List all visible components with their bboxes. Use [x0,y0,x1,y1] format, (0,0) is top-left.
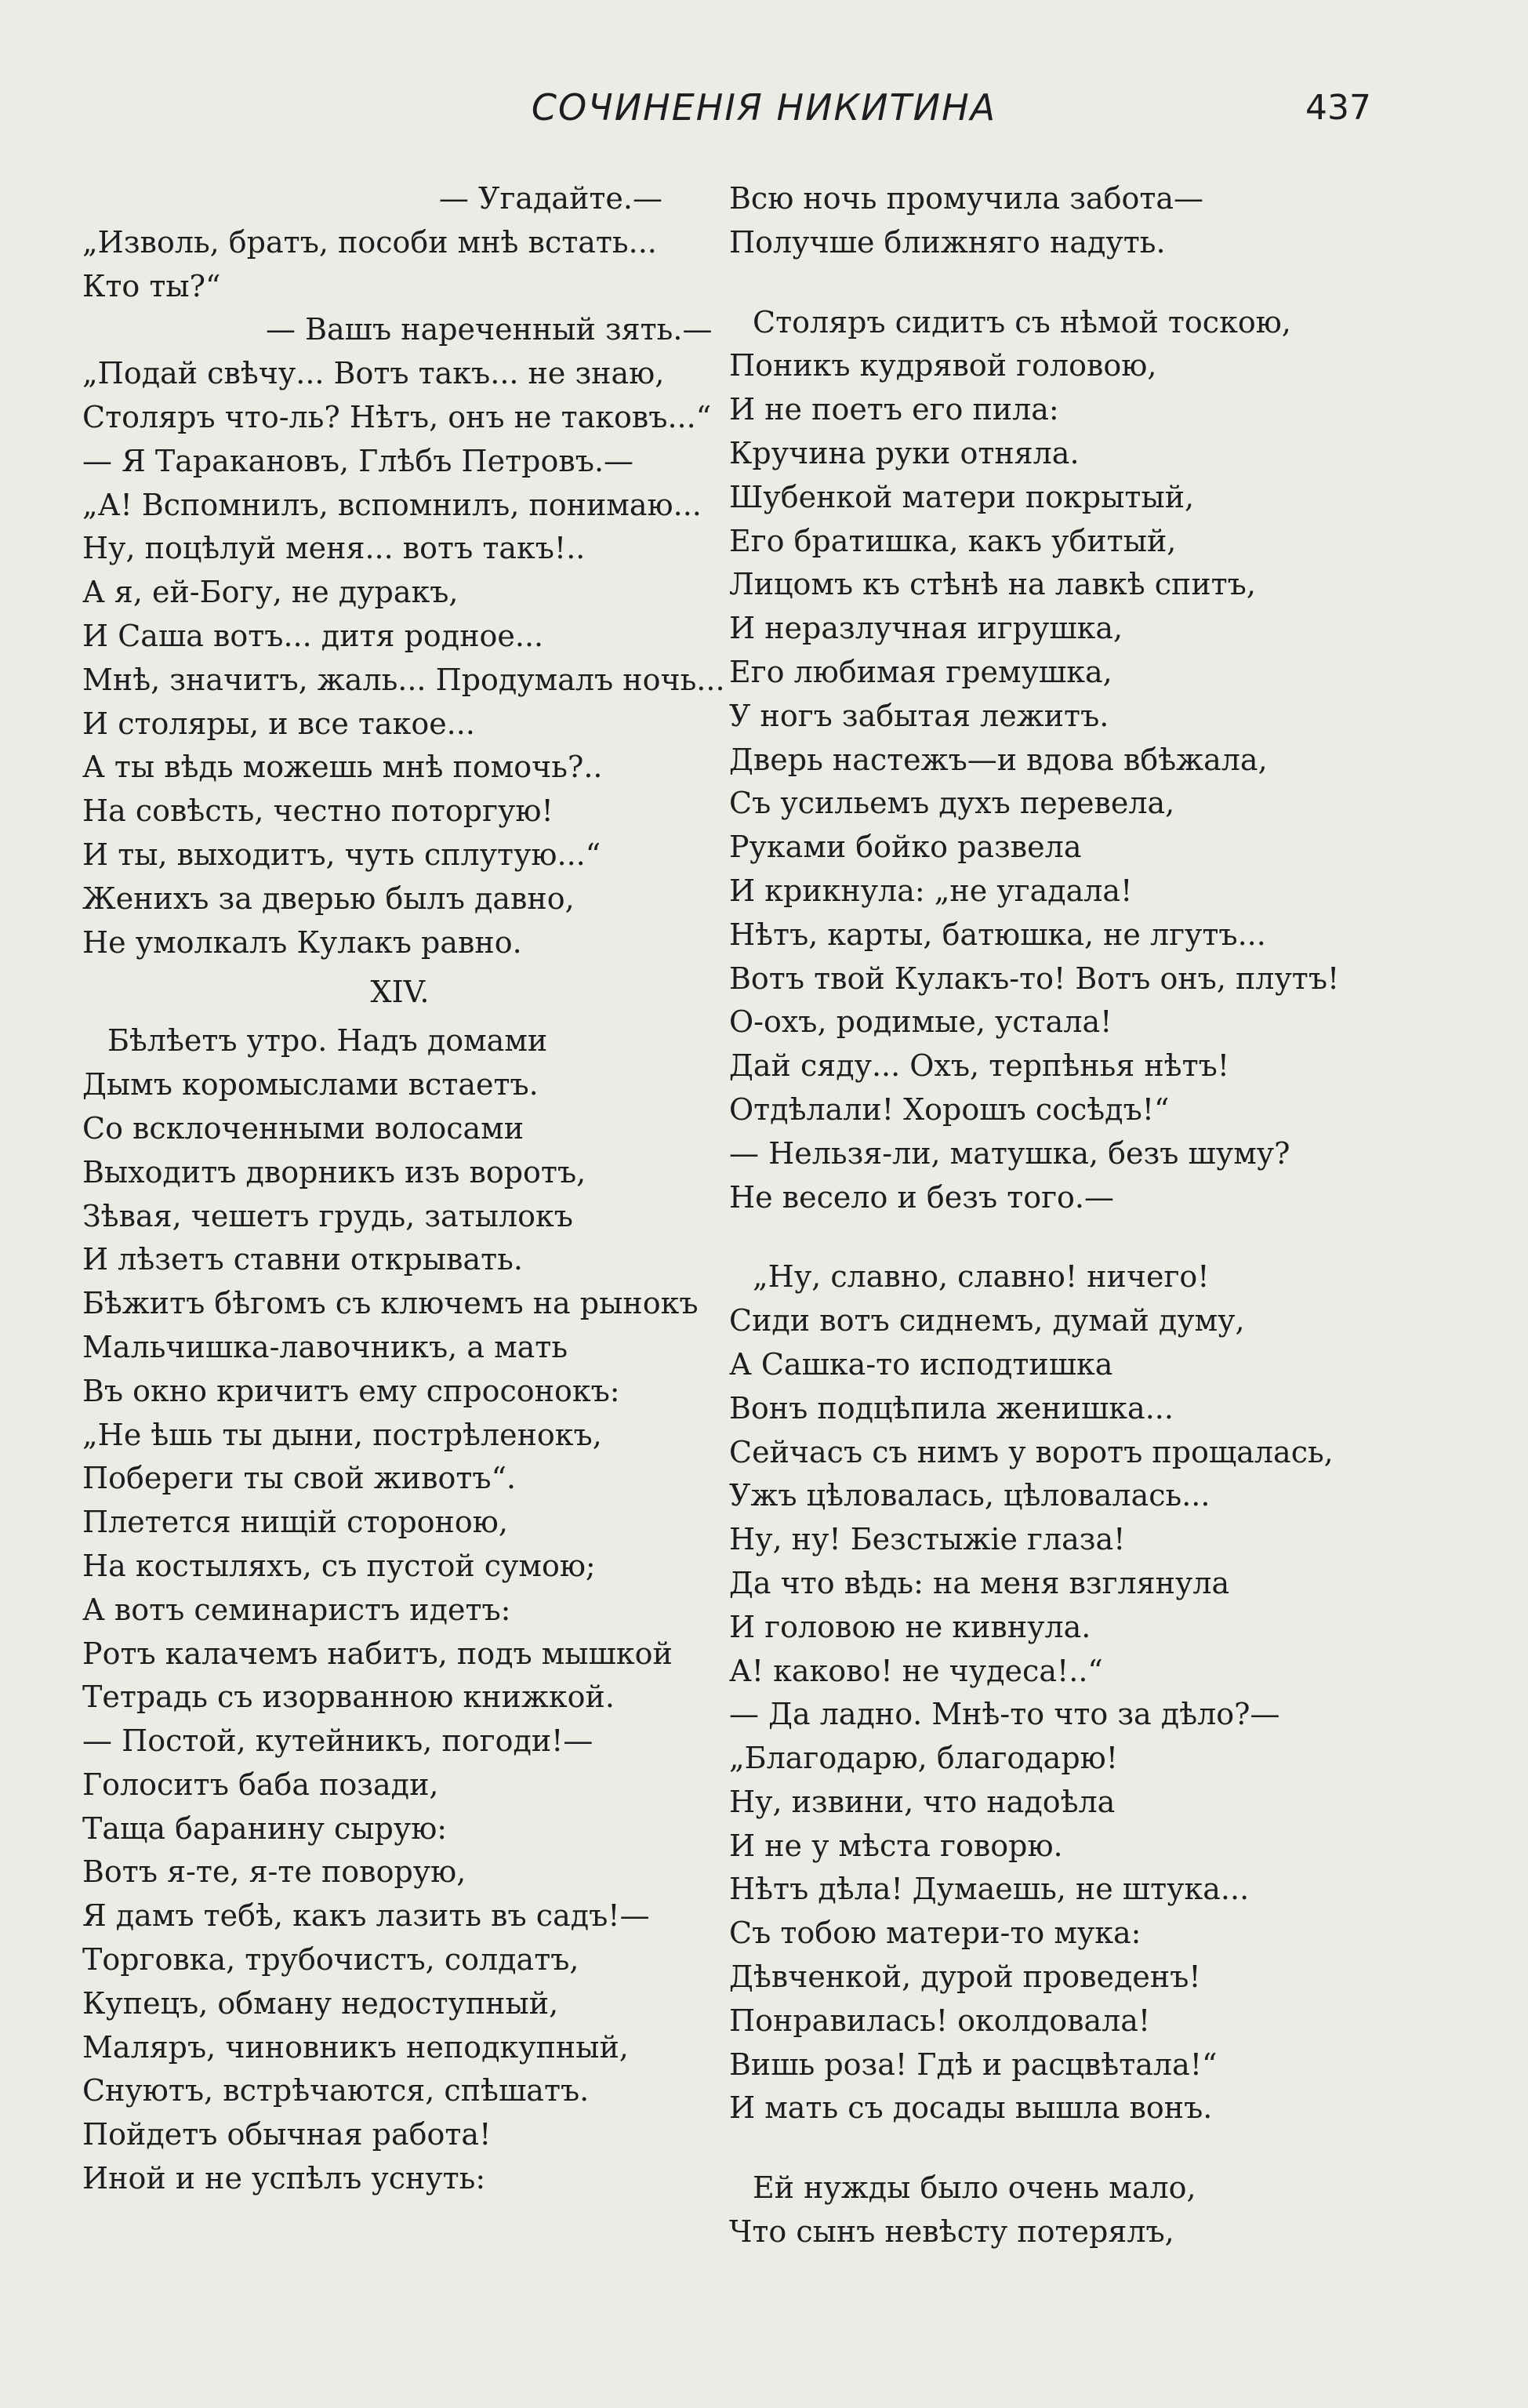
verse-line: Съ усильемъ духъ перевела, [729,786,1175,821]
verse-line: „Благодарю, благодарю! [729,1741,1119,1776]
verse-line: Кручина руки отняла. [729,435,1080,470]
verse-line: Голоситъ баба позади, [82,1767,439,1802]
verse-line: Не умолкалъ Кулакъ равно. [82,924,522,960]
verse-line: Иной и не успѣлъ уснуть: [82,2161,486,2196]
verse-line: А я, ей-Богу, не дуракъ, [82,575,459,610]
verse-line: И крикнула: „не угадала! [729,873,1133,908]
verse-line: Поникъ кудрявой головою, [729,348,1157,383]
verse-line: Со всклоченными волосами [82,1110,524,1146]
verse-line: Шубенкой матери покрытый, [729,479,1195,514]
verse-line: Выходитъ дворникъ изъ воротъ, [82,1154,586,1189]
verse-line: Лицомъ къ стѣнѣ на лавкѣ спитъ, [729,567,1256,602]
left-column [82,177,725,2201]
verse-line: Купецъ, обману недоступный, [82,1985,559,2021]
verse-line: Вотъ я-те, я-те поворую, [82,1854,466,1890]
verse-line: Да что вѣдь: на меня взглянула [729,1565,1230,1600]
verse-line: А вотъ семинаристъ идетъ: [82,1592,511,1627]
right-column [729,177,1435,2254]
verse-line: Вотъ твой Кулакъ-то! Вотъ онъ, плутъ! [729,961,1340,996]
verse-line: Плетется нищій стороною, [82,1505,508,1540]
verse-line: Ротъ калачемъ набитъ, подъ мышкой [82,1636,673,1671]
verse-line: А Сашка-то исподтишка [729,1346,1113,1382]
verse-line: И лѣзетъ ставни открывать. [82,1242,523,1277]
verse-line: И головою не кивнула. [729,1609,1091,1644]
verse-line: „Изволь, братъ, пособи мнѣ встать... [82,224,657,260]
verse-line: Дай сяду... Охъ, терпѣнья нѣтъ! [729,1048,1230,1084]
verse-line: Пойдетъ обычная работа! [82,2117,492,2152]
verse-line: Мнѣ, значитъ, жаль... Продумалъ ночь... [82,662,725,697]
verse-line: Руками бойко развела [729,830,1082,865]
verse-line: Получше ближняго надуть. [729,224,1166,260]
verse-line: Я дамъ тебѣ, какъ лазить въ садъ!— [82,1898,650,1934]
verse-line: Тетрадь съ изорванною книжкой. [82,1680,615,1715]
verse-line: Женихъ за дверью былъ давно, [82,881,575,916]
verse-line: Отдѣлали! Хорошъ сосѣдъ!“ [729,1091,1170,1127]
verse-line: И не у мѣста говорю. [729,1828,1063,1863]
verse-line: Ей нужды было очень мало, [753,2170,1196,2206]
chapter-heading: XIV. [370,975,430,1010]
verse-line: Снуютъ, встрѣчаются, спѣшатъ. [82,2073,590,2108]
verse-line: Столяръ что-ль? Нѣтъ, онъ не таковъ...“ [82,399,712,434]
page-number: 437 [1305,88,1371,128]
verse-line: И мать съ досады вышла вонъ. [729,2090,1213,2126]
verse-line: — Угадайте.— [438,181,662,216]
verse-line: Торговка, трубочистъ, солдатъ, [82,1942,579,1978]
verse-line: Вонъ подцѣпила женишка... [729,1390,1174,1426]
verse-line: О-охъ, родимые, устала! [729,1004,1112,1040]
verse-line: У ногъ забытая лежитъ. [729,698,1109,733]
verse-line: Кто ты?“ [82,268,221,303]
verse-line: Таща баранину сырую: [82,1811,448,1846]
verse-line: — Постой, кутейникъ, погоди!— [82,1723,593,1759]
verse-line: Его любимая гремушка, [729,654,1112,689]
verse-line: И столяры, и все такое... [82,706,475,741]
verse-line: Бѣлѣетъ утро. Надъ домами [107,1023,548,1059]
verse-line: И ты, выходитъ, чуть сплутую...“ [82,837,601,872]
verse-line: На костыляхъ, съ пустой сумою; [82,1548,596,1583]
verse-line: Маляръ, чиновникъ неподкупный, [82,2029,629,2065]
verse-line: Его братишка, какъ убитый, [729,523,1177,558]
verse-line: На совѣсть, честно поторгую! [82,794,553,829]
verse-line: — Нельзя-ли, матушка, безъ шуму? [729,1135,1290,1171]
verse-line: Ну, поцѣлуй меня... вотъ такъ!.. [82,531,586,566]
verse-line: И Саша вотъ... дитя родное... [82,618,544,653]
stanza-break [729,265,1435,301]
verse-line: Что сынъ невѣсту потерялъ, [729,2214,1174,2250]
verse-line: Въ окно кричитъ ему спросонокъ: [82,1373,620,1408]
verse-line: А! каково! не чудеса!..“ [729,1653,1103,1688]
verse-line: Ужъ цѣловалась, цѣловалась... [729,1478,1210,1513]
verse-line: И не поетъ его пила: [729,392,1059,427]
verse-line: Понравилась! околдовала! [729,2003,1151,2038]
verse-line: „Подай свѣчу... Вотъ такъ... не знаю, [82,356,665,391]
stanza-break [729,1219,1435,1255]
verse-line: Дѣвченкой, дурой проведенъ! [729,1959,1201,1995]
stanza-break [729,2130,1435,2166]
verse-line: А ты вѣдь можешь мнѣ помочь?.. [82,750,603,785]
verse-line: Всю ночь промучила забота— [729,181,1204,216]
verse-line: Вишь роза! Гдѣ и расцвѣтала!“ [729,2047,1218,2082]
verse-line: Мальчишка-лавочникъ, а мать [82,1329,568,1364]
verse-line: Дымъ коромыслами встаетъ. [82,1067,539,1102]
verse-line: Ну, ну! Безстыжіе глаза! [729,1522,1126,1557]
verse-line: „Не ѣшь ты дыни, пострѣленокъ, [82,1417,602,1452]
verse-line: Сиди вотъ сиднемъ, думай думу, [729,1303,1245,1338]
verse-line: Зѣвая, чешетъ грудь, затылокъ [82,1198,573,1233]
verse-line: Побереги ты свой животъ“. [82,1461,517,1496]
verse-line: Нѣтъ, карты, батюшка, не лгутъ... [729,917,1266,952]
verse-line: Столяръ сидитъ съ нѣмой тоскою, [753,304,1291,340]
verse-line: — Да ладно. Мнѣ-то что за дѣло?— [729,1697,1280,1732]
verse-line: Ну, извини, что надоѣла [729,1784,1116,1819]
verse-line: — Я Таракановъ, Глѣбъ Петровъ.— [82,443,634,478]
verse-line: Бѣжитъ бѣгомъ съ ключемъ на рынокъ [82,1286,699,1321]
verse-line: И неразлучная игрушка, [729,611,1123,646]
verse-line: „А! Вспомнилъ, вспомнилъ, понимаю... [82,487,702,522]
verse-line: — Вашъ нареченный зять.— [266,312,713,347]
verse-line: Съ тобою матери-то мука: [729,1916,1141,1951]
verse-line: Не весело и безъ того.— [729,1179,1114,1215]
verse-line: Дверь настежъ—и вдова вбѣжала, [729,742,1268,777]
verse-line: „Ну, славно, славно! ничего! [753,1259,1210,1295]
verse-line: Нѣтъ дѣла! Думаешь, не штука... [729,1872,1250,1907]
running-title: СОЧИНЕНІЯ НИКИТИНА [531,86,997,129]
verse-line: Сейчасъ съ нимъ у воротъ прощалась, [729,1434,1334,1469]
